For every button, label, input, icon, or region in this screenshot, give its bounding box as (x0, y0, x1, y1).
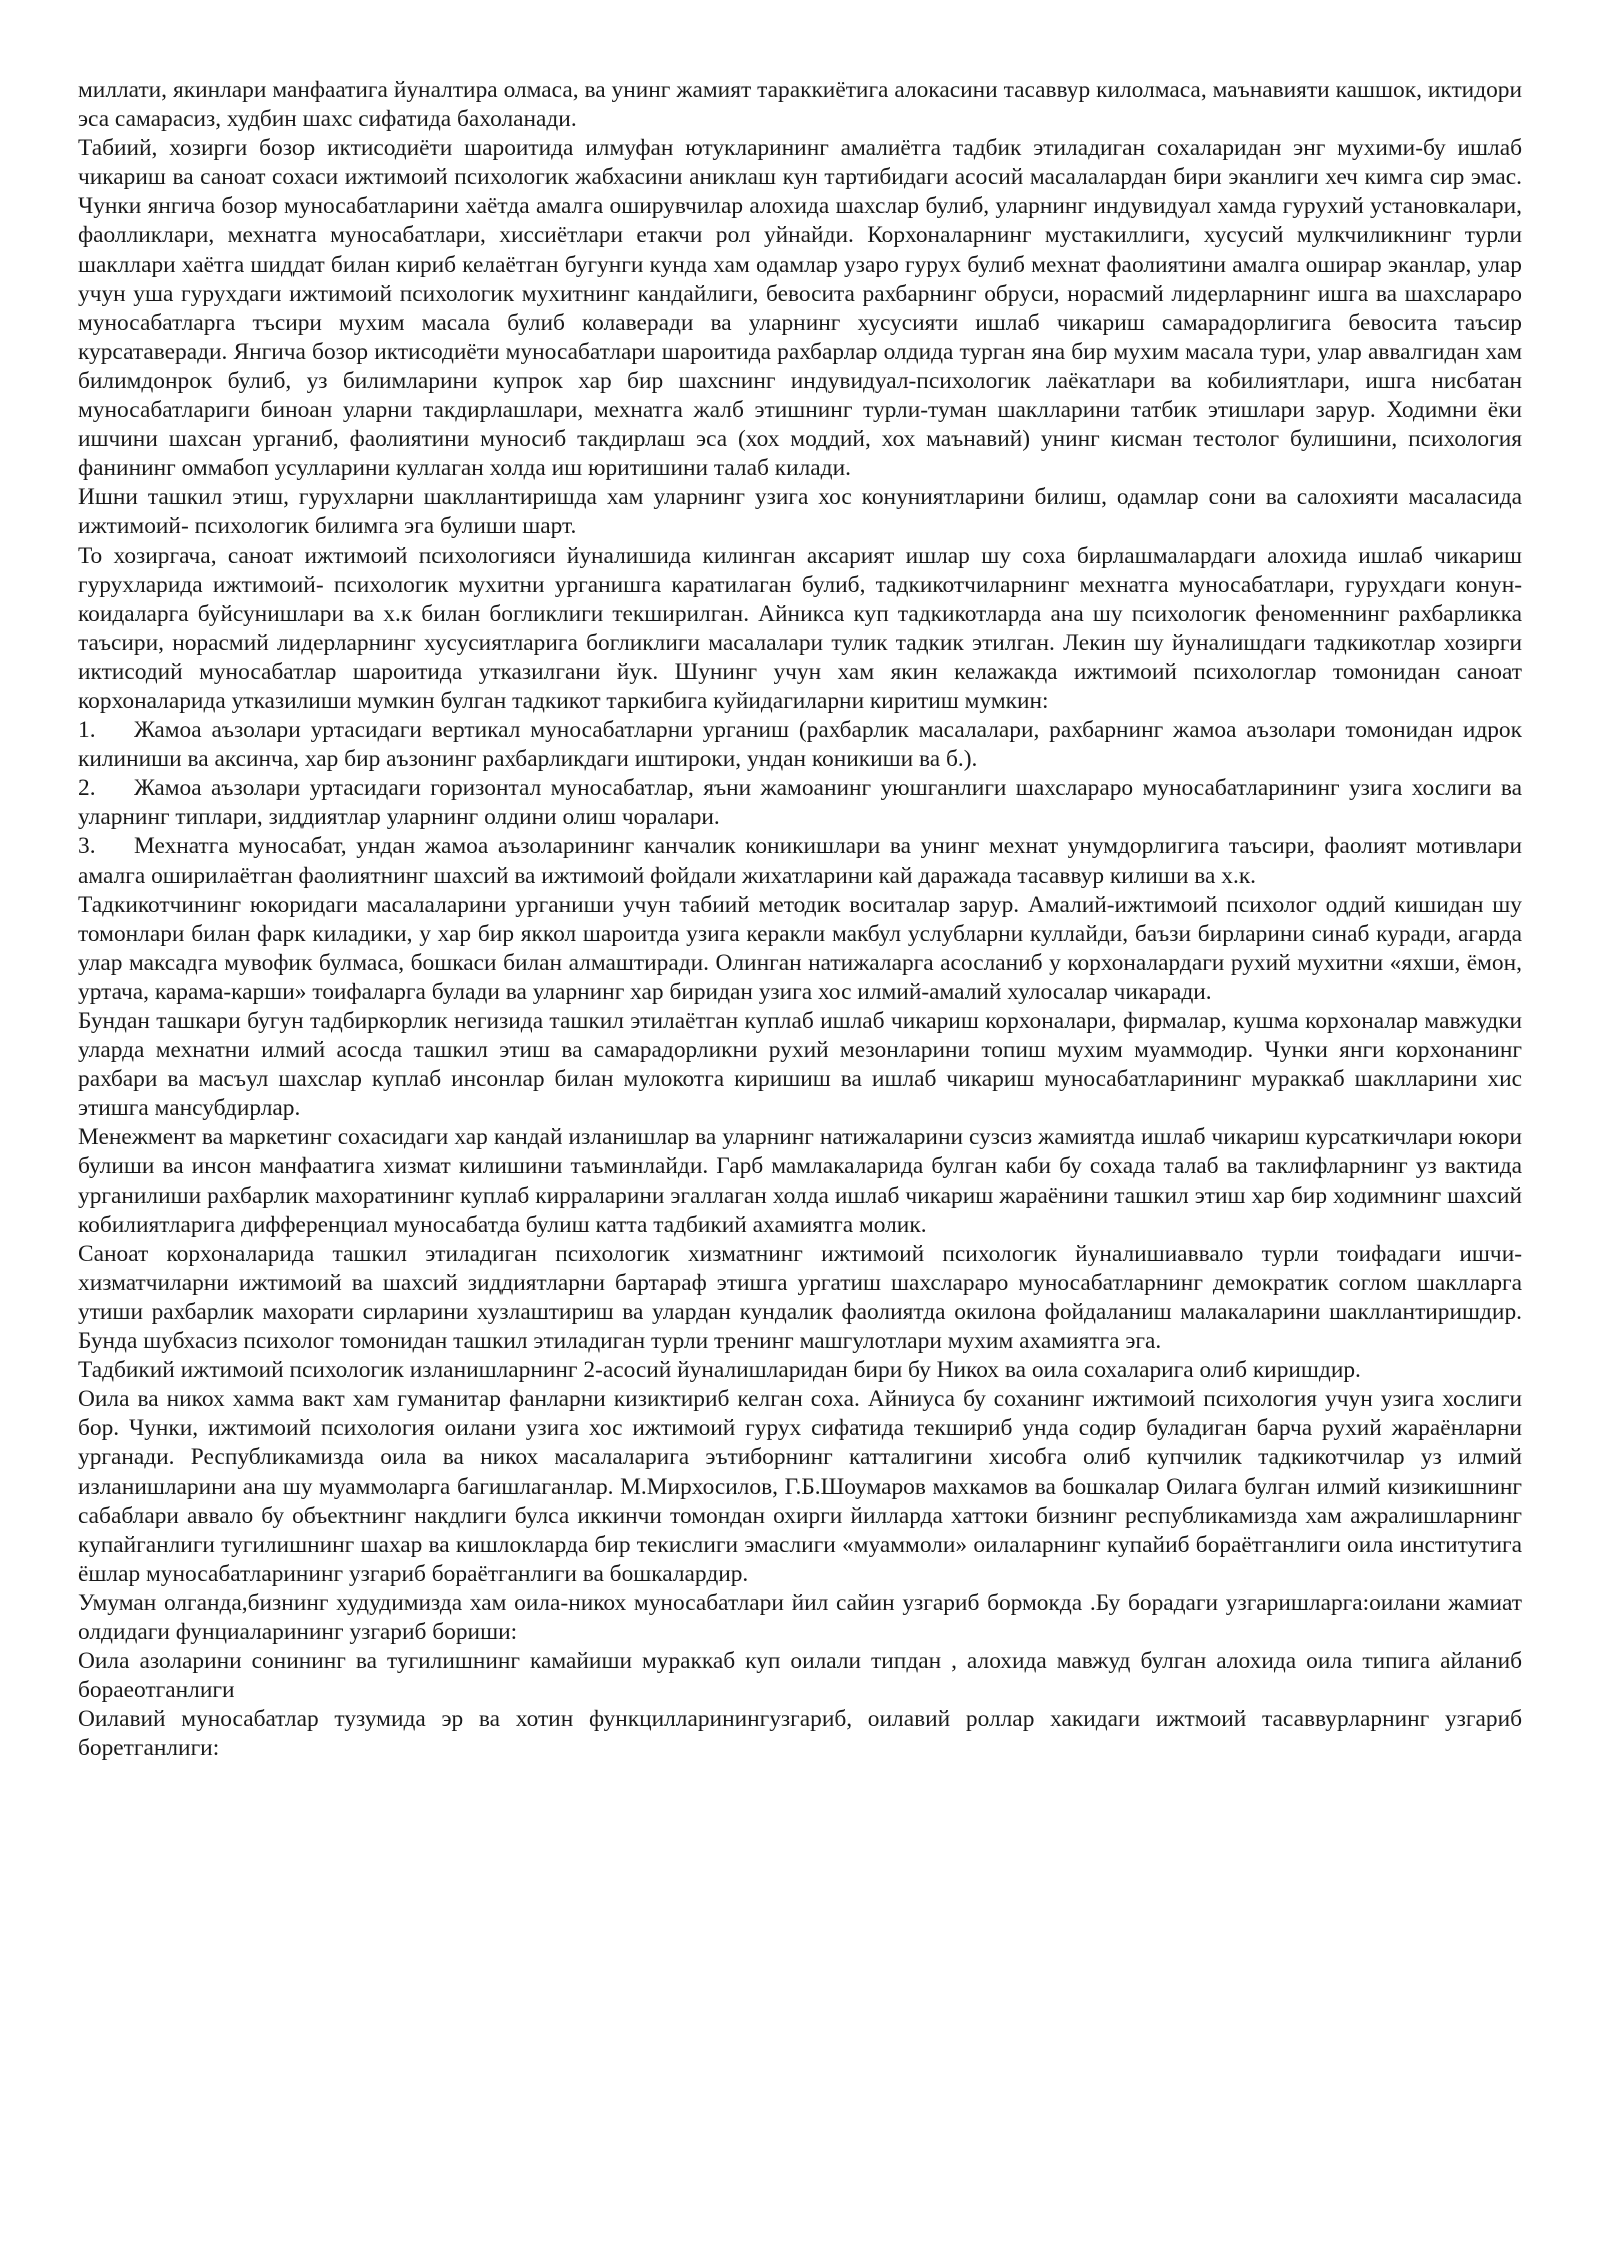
paragraph: Оила азоларини сонининг ва тугилишнинг камайиши мураккаб куп оилали типдан , алохида мавжуд булган алохида оила типига айланиб бораеотганлиги (78, 1648, 1522, 1704)
paragraph: Тадбикий ижтимоий психологик изланишларнинг 2-асосий йуналишларидан бири бу Никох ва оила сохаларига олиб киришдир. (78, 1357, 1361, 1384)
numbered-list (78, 716, 1522, 891)
paragraph: Саноат корхоналарида ташкил этиладиган психологик хизматнинг ижтимоий психологик йуналишиаввало турли тоифадаги ишчи-хизматчиларни ижтимоий ва шахсий зиддиятларни бартараф этишга ургатиш шахслараро муносабатларнинг демократик соглом шаклларга утиши рахбарлик махорати сирларини хузлаштириш ва улардан кундалик фаолиятда окилона фойдаланиш малакаларини шакллантиришдир. Бунда шубхасиз психолог томонидан ташкил этиладиган турли тренинг машгулотлари мухим ахамиятга эга. (78, 1240, 1522, 1355)
list-number: 2. (78, 775, 96, 802)
list-number: 1. (78, 717, 96, 744)
paragraph: Табиий, хозирги бозор иктисодиёти шароитида илмуфан ютукларининг амалиётга тадбик этиладиган сохаларидан энг мухими-бу ишлаб чикариш ва саноат сохаси ижтимоий психологик жабхасини аниклаш кун тартибидаги асосий масалалардан бири эканлиги хеч кимга сир эмас. Чунки янгича бозор муносабатларини хаётда амалга оширувчилар алохида шахслар булиб, уларнинг индувидуал хамда гурухий установкалари, фаолликлари, мехнатга муносабатлари, хиссиётлари етакчи рол уйнайди. Корхоналарнинг мустакиллиги, хусусий мулкчиликнинг турли шакллари хаётга шиддат билан кириб келаётган бугунги кунда хам одамлар узаро гурух булиб мехнат фаолиятини амалга оширар эканлар, улар учун уша гурухдаги ижтимоий психологик мухитнинг кандайлиги, бевосита рахбарнинг обруси, норасмий лидерларнинг ишга ва шахслараро муносабатларга тъсири мухим масала булиб колаверади ва уларнинг хусусияти ишлаб чикариш самарадорлигига бевосита таъсир курсатаверади. Янгича бозор иктисодиёти муносабатлари шароитида рахбарлар олдида турган яна бир мухим масала тури, улар аввалгидан хам билимдонрок булиб, уз билимларини купрок хар бир шахснинг индувидуал-психологик лаёкатлари ва кобилиятлари, ишга нисбатан муносабатлариги биноан уларни такдирлашлари, мехнатга жалб этишнинг турли-туман шаклларини татбик этишлари зарур. Ходимни ёки ишчини шахсан урганиб, фаолиятини муносиб такдирлаш эса (хох моддий, хох маънавий) унинг кисман тестолог булишини, психология фанининг оммабоп усулларини куллаган холда иш юритишини талаб килади. (78, 135, 1522, 482)
list-item-text: Жамоа аъзолари уртасидаги горизонтал муносабатлар, яъни жамоанинг уюшганлиги шахслараро муносабатларининг узига хослиги ва уларнинг типлари, зиддиятлар уларнинг олдини олиш чоралари. (78, 775, 1522, 831)
paragraph: Тадкикотчининг юкоридаги масалаларини урганиши учун табиий методик воситалар зарур. Амалий-ижтимоий психолог оддий кишидан шу томонлари билан фарк киладики, у хар бир яккол шароитда узига керакли макбул услубларни куллайди, баъзи бирларини синаб куради, агарда улар максадга мувофик булмаса, бошкаси билан алмаштиради. Олинган натижаларга асосланиб у корхоналардаги рухий мухитни «яхши, ёмон, уртача, карама-карши» тоифаларга булади ва уларнинг хар биридан узига хос илмий-амалий хулосалар чикаради. (78, 891, 1522, 1005)
paragraph: Оилавий муносабатлар тузумида эр ва хотин функцилларинингузгариб, оилавий роллар хакидаги ижтмоий тасаввурларнинг узгариб боретганлиги: (78, 1706, 1522, 1762)
paragraph: Бундан ташкари бугун тадбиркорлик негизида ташкил этилаётган куплаб ишлаб чикариш корхоналари, фирмалар, кушма корхоналар мавжудки уларда мехнатни илмий асосда ташкил этиш ва самарадорликни рухий мезонларини топиш мухим муаммодир. Чунки янги корхонанинг рахбари ва масъул шахслар куплаб инсонлар билан мулокотга киришиш ва ишлаб чикариш муносабатларининг мураккаб шаклларини хис этишга мансубдирлар. (78, 1008, 1522, 1122)
list-item-text: Жамоа аъзолари уртасидаги вертикал муносабатларни урганиш (рахбарлик масалалари, рахбарнинг жамоа аъзолари томонидан идрок килиниши ва аксинча, хар бир аъзонинг рахбарликдаги иштироки, ундан коникиши ва б.). (78, 717, 1522, 773)
paragraph: Менежмент ва маркетинг сохасидаги хар кандай изланишлар ва уларнинг натижаларини сузсиз жамиятда ишлаб чикариш курсаткичлари юкори булиши ва инсон манфаатига хизмат килишини таъминлайди. Гарб мамлакаларида булган каби бу сохада талаб ва таклифларнинг уз вактида урганилиши рахбарлик махоратининг куплаб кирраларини эгаллаган холда ишлаб чикариш жараёнини ташкил этиш хар бир ходимнинг шахсий кобилиятларига дифференциал муносабатда булиш катта тадбикий ахамиятга молик. (78, 1124, 1522, 1238)
paragraph: Оила ва никох хамма вакт хам гуманитар фанларни кизиктириб келган соха. Айниуса бу соханинг ижтимоий психология учун узига хослиги бор. Чунки, ижтимоий психология оилани узига хос ижтимоий гурух сифатида текшириб унда содир буладиган барча рухий жараёнларни урганади. Республикамизда оила ва никох масалаларига эътиборнинг катталигини хисобга олиб купчилик тадкикотчилар уз илмий изланишларини ана шу муаммоларга багишлаганлар. М.Мирхосилов, Г.Б.Шоумаров махкамов ва бошкалар Оилага булган илмий кизикишнинг сабаблари аввало бу объектнинг накдлиги булса иккинчи томондан охирги йилларда хаттоки бизнинг республикамизда хам ажралишларнинг купайганлиги тугилишнинг шахар ва кишлокларда бир текислиги эмаслиги «муаммоли» оилаларнинг купайиб бораётганлиги оила институтига ёшлар муносабатларининг узгариб бораётганлиги ва бошкалардир. (78, 1386, 1522, 1587)
paragraph: Ишни ташкил этиш, гурухларни шакллантиришда хам уларнинг узига хос конуниятларини билиш, одамлар сони ва салохияти масаласида ижтимоий- психологик билимга эга булиши шарт. (78, 484, 1522, 540)
paragraph: То хозиргача, саноат ижтимоий психологияси йуналишида килинган аксарият ишлар шу соха бирлашмалардаги алохида ишлаб чикариш гурухларида ижтимоий- психологик мухитни урганишга каратилаган булиб, тадкикотчиларнинг мехнатга муносабатлари, гурухдаги конун-коидаларга буйсунишлари ва х.к билан богликлиги текширилган. Айникса куп тадкикотларда ана шу психологик феноменнинг рахбарликка таъсири, норасмий лидерларнинг хусусиятларига богликлиги масалалари тулик тадкик этилган. Лекин шу йуналишдаги тадкикотлар хозирги иктисодий муносабатлар шароитида утказилгани йук. Шунинг учун хам якин келажакда ижтимоий психологлар томонидан саноат корхоналарида утказилиши мумкин булган тадкикот таркибига куйидагиларни киритиш мумкин: (78, 542, 1522, 714)
paragraph: Умуман олганда,бизнинг худудимизда хам оила-никох муносабатлари йил сайин узгариб бормокда .Бу борадаги узгаришларга:оилани жамиат олдидаги фунциаларининг узгариб бориши: (78, 1589, 1522, 1645)
list-item-text: Мехнатга муносабат, ундан жамоа аъзоларининг канчалик коникишлари ва унинг мехнат унумдорлигига таъсири, фаолият мотивлари амалга оширилаётган фаолиятнинг шахсий ва ижтимоий фойдали жихатларини кай даражада тасаввур килиши ва х.к. (78, 833, 1522, 889)
list-item (78, 716, 1522, 774)
list-number: 3. (78, 833, 96, 860)
paragraph: миллати, якинлари манфаатига йуналтира олмаса, ва унинг жамият тараккиётига алокасини тасаввур килолмаса, маънавияти кашшок, иктидори эса самарасиз, худбин шахс сифатида бахоланади. (78, 77, 1522, 133)
list-item (78, 774, 1522, 832)
list-item (78, 832, 1522, 890)
